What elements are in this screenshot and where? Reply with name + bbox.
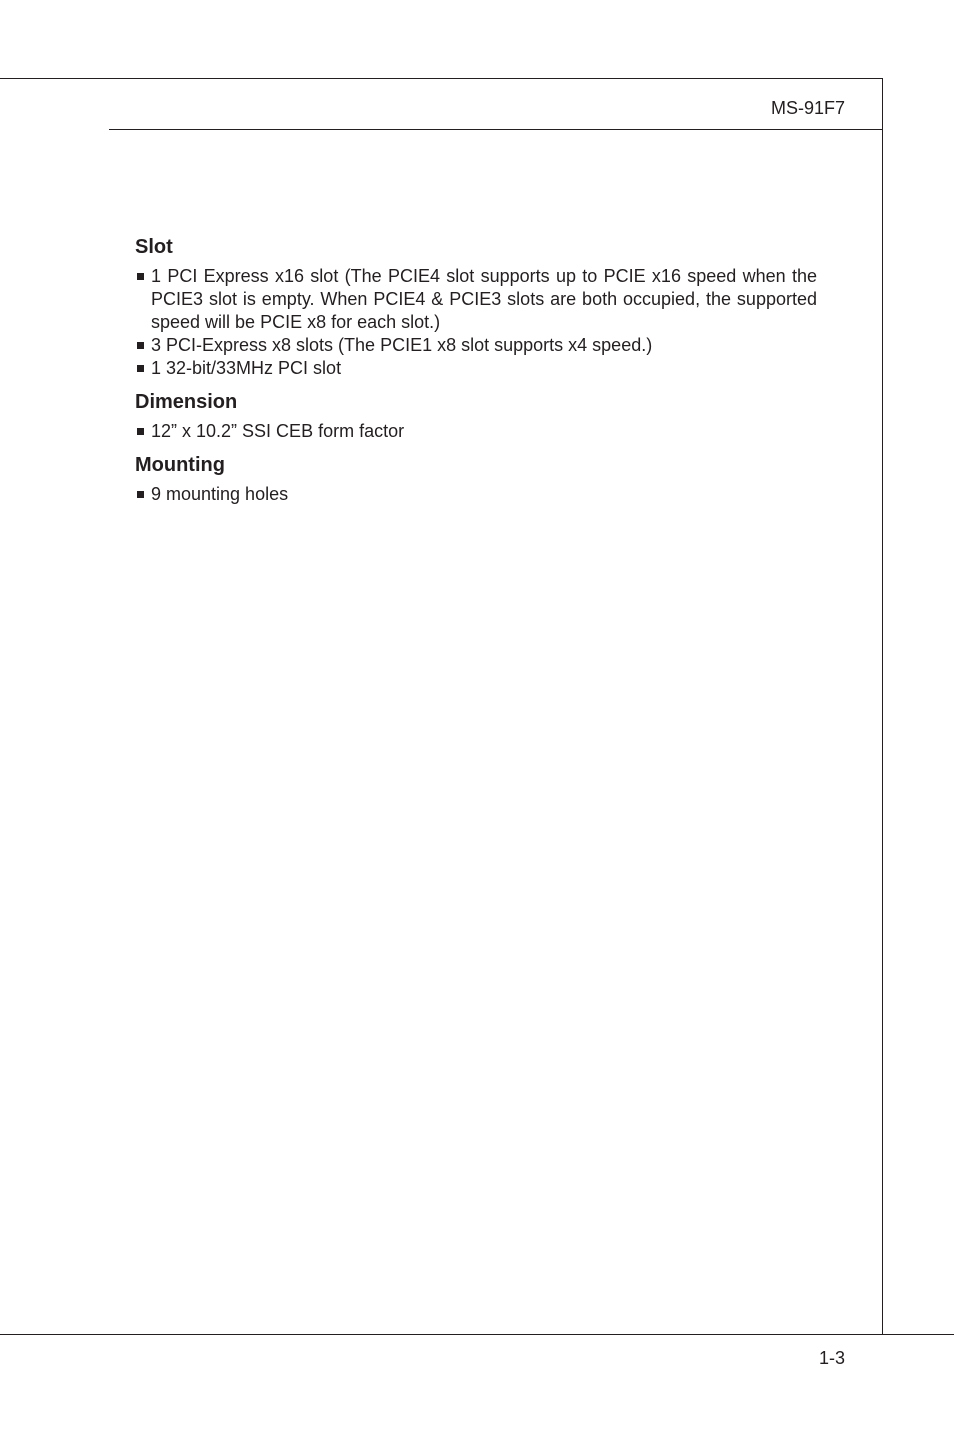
section-mounting [135,453,817,506]
bullet-item: 3 PCI-Express x8 slots (The PCIE1 x8 slot supports x4 speed.) [135,334,817,357]
right-border-line [882,78,883,1335]
section-slot [135,235,817,380]
top-border-line [0,78,883,79]
section-title: Slot [135,236,173,258]
header-model-number: MS-91F7 [770,98,845,118]
section-dimension [135,390,817,443]
bullet-item: 1 32-bit/33MHz PCI slot [135,357,817,380]
bullet-list [135,483,817,506]
footer-divider [0,1334,954,1335]
bullet-item: 1 PCI Express x16 slot (The PCIE4 slot supports up to PCIE x16 speed when the PCIE3 slot is empty. When PCIE4 & PCIE3 slots are both occupied, the supported speed will be PCIE x8 for each slot.) [135,265,817,334]
page-number: 1-3 [818,1348,845,1368]
bullet-item: 9 mounting holes [135,483,817,506]
header-divider [109,129,883,130]
bullet-item: 12” x 10.2” SSI CEB form factor [135,420,817,443]
section-title: Dimension [135,391,238,413]
section-title: Mounting [135,454,225,476]
bullet-list [135,420,817,443]
spec-content [135,235,817,506]
bullet-list [135,265,817,380]
